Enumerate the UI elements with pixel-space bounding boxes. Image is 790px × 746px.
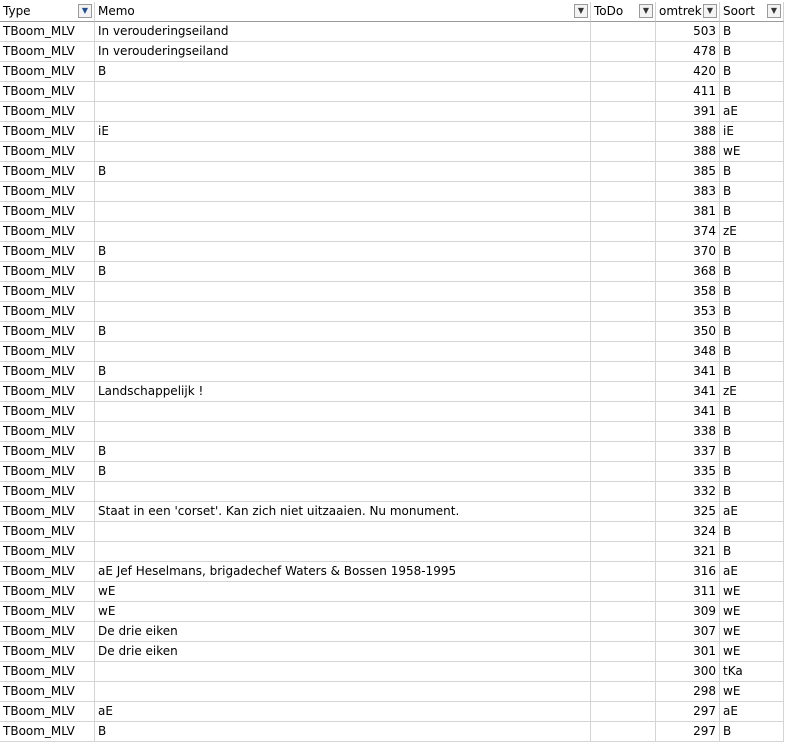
cell-todo[interactable] <box>591 142 656 162</box>
cell-todo[interactable] <box>591 562 656 582</box>
cell-memo[interactable]: De drie eiken <box>95 642 591 662</box>
cell-memo[interactable]: B <box>95 62 591 82</box>
cell-type[interactable]: TBoom_MLV <box>0 582 95 602</box>
cell-memo[interactable] <box>95 182 591 202</box>
cell-todo[interactable] <box>591 522 656 542</box>
cell-todo[interactable] <box>591 502 656 522</box>
cell-type[interactable]: TBoom_MLV <box>0 82 95 102</box>
cell-soort[interactable]: wE <box>720 142 784 162</box>
cell-todo[interactable] <box>591 242 656 262</box>
cell-type[interactable]: TBoom_MLV <box>0 442 95 462</box>
cell-memo[interactable] <box>95 402 591 422</box>
cell-memo[interactable] <box>95 142 591 162</box>
cell-memo[interactable] <box>95 302 591 322</box>
cell-type[interactable]: TBoom_MLV <box>0 302 95 322</box>
table-row <box>0 302 790 322</box>
table-row <box>0 422 790 442</box>
cell-todo[interactable] <box>591 102 656 122</box>
cell-soort[interactable]: B <box>720 262 784 282</box>
cell-memo[interactable] <box>95 342 591 362</box>
cell-omtrek[interactable]: 332 <box>656 482 720 502</box>
cell-memo[interactable]: B <box>95 722 591 742</box>
cell-omtrek[interactable]: 420 <box>656 62 720 82</box>
cell-type[interactable]: TBoom_MLV <box>0 322 95 342</box>
table-row <box>0 582 790 602</box>
cell-soort[interactable]: zE <box>720 222 784 242</box>
table-row <box>0 362 790 382</box>
table-row <box>0 42 790 62</box>
cell-todo[interactable] <box>591 222 656 242</box>
table-row <box>0 182 790 202</box>
table-row <box>0 622 790 642</box>
cell-omtrek[interactable]: 370 <box>656 242 720 262</box>
cell-omtrek[interactable]: 383 <box>656 182 720 202</box>
header-memo[interactable] <box>95 2 591 22</box>
cell-todo[interactable] <box>591 122 656 142</box>
cell-todo[interactable] <box>591 402 656 422</box>
cell-soort[interactable]: iE <box>720 122 784 142</box>
cell-memo[interactable] <box>95 222 591 242</box>
cell-todo[interactable] <box>591 702 656 722</box>
cell-type[interactable]: TBoom_MLV <box>0 102 95 122</box>
cell-memo[interactable] <box>95 282 591 302</box>
cell-type[interactable]: TBoom_MLV <box>0 422 95 442</box>
cell-soort[interactable]: B <box>720 302 784 322</box>
cell-todo[interactable] <box>591 662 656 682</box>
cell-memo[interactable]: B <box>95 162 591 182</box>
cell-omtrek[interactable]: 341 <box>656 382 720 402</box>
cell-omtrek[interactable]: 391 <box>656 102 720 122</box>
cell-soort[interactable]: wE <box>720 582 784 602</box>
table-row <box>0 682 790 702</box>
cell-type[interactable]: TBoom_MLV <box>0 462 95 482</box>
cell-type[interactable]: TBoom_MLV <box>0 222 95 242</box>
cell-todo[interactable] <box>591 302 656 322</box>
cell-omtrek[interactable]: 353 <box>656 302 720 322</box>
cell-memo[interactable]: wE <box>95 582 591 602</box>
cell-omtrek[interactable]: 411 <box>656 82 720 102</box>
cell-todo[interactable] <box>591 282 656 302</box>
cell-memo[interactable]: aE <box>95 702 591 722</box>
cell-soort[interactable]: aE <box>720 102 784 122</box>
header-omtrek-label: omtrek <box>659 4 702 18</box>
cell-type[interactable]: TBoom_MLV <box>0 702 95 722</box>
cell-soort[interactable]: wE <box>720 682 784 702</box>
filter-active-icon[interactable]: ▼ <box>78 4 92 18</box>
cell-omtrek[interactable]: 385 <box>656 162 720 182</box>
cell-omtrek[interactable]: 381 <box>656 202 720 222</box>
cell-todo[interactable] <box>591 582 656 602</box>
cell-soort[interactable]: B <box>720 322 784 342</box>
cell-todo[interactable] <box>591 22 656 42</box>
cell-type[interactable]: TBoom_MLV <box>0 662 95 682</box>
cell-omtrek[interactable]: 503 <box>656 22 720 42</box>
cell-omtrek[interactable]: 478 <box>656 42 720 62</box>
cell-todo[interactable] <box>591 262 656 282</box>
cell-memo[interactable] <box>95 102 591 122</box>
cell-soort[interactable]: B <box>720 162 784 182</box>
cell-type[interactable]: TBoom_MLV <box>0 22 95 42</box>
cell-todo[interactable] <box>591 382 656 402</box>
table-row <box>0 382 790 402</box>
table-row <box>0 82 790 102</box>
table-row <box>0 122 790 142</box>
cell-soort[interactable]: B <box>720 362 784 382</box>
cell-omtrek[interactable]: 311 <box>656 582 720 602</box>
cell-omtrek[interactable]: 388 <box>656 122 720 142</box>
cell-omtrek[interactable]: 341 <box>656 402 720 422</box>
cell-type[interactable]: TBoom_MLV <box>0 262 95 282</box>
cell-type[interactable]: TBoom_MLV <box>0 522 95 542</box>
cell-memo[interactable]: De drie eiken <box>95 622 591 642</box>
table-row <box>0 222 790 242</box>
cell-soort[interactable]: wE <box>720 602 784 622</box>
table-row <box>0 502 790 522</box>
cell-memo[interactable]: B <box>95 322 591 342</box>
cell-soort[interactable]: wE <box>720 622 784 642</box>
table-row <box>0 642 790 662</box>
header-type[interactable] <box>0 2 95 22</box>
cell-omtrek[interactable]: 325 <box>656 502 720 522</box>
cell-type[interactable]: TBoom_MLV <box>0 642 95 662</box>
cell-todo[interactable] <box>591 622 656 642</box>
cell-memo[interactable]: B <box>95 442 591 462</box>
cell-type[interactable]: TBoom_MLV <box>0 502 95 522</box>
header-omtrek[interactable] <box>656 2 720 22</box>
cell-memo[interactable] <box>95 522 591 542</box>
cell-todo[interactable] <box>591 462 656 482</box>
cell-memo[interactable] <box>95 82 591 102</box>
cell-soort[interactable]: B <box>720 522 784 542</box>
cell-memo[interactable] <box>95 542 591 562</box>
table-row <box>0 462 790 482</box>
cell-omtrek[interactable]: 338 <box>656 422 720 442</box>
cell-soort[interactable]: B <box>720 22 784 42</box>
cell-soort[interactable]: B <box>720 342 784 362</box>
cell-type[interactable]: TBoom_MLV <box>0 342 95 362</box>
table-row <box>0 322 790 342</box>
cell-soort[interactable]: B <box>720 442 784 462</box>
cell-memo[interactable] <box>95 682 591 702</box>
header-soort-label: Soort <box>723 4 755 18</box>
filter-dropdown-icon[interactable]: ▼ <box>574 4 588 18</box>
cell-todo[interactable] <box>591 682 656 702</box>
cell-soort[interactable]: B <box>720 482 784 502</box>
cell-type[interactable]: TBoom_MLV <box>0 602 95 622</box>
table-row <box>0 262 790 282</box>
cell-omtrek[interactable]: 301 <box>656 642 720 662</box>
cell-memo[interactable]: In verouderingseiland <box>95 22 591 42</box>
cell-todo[interactable] <box>591 642 656 662</box>
cell-todo[interactable] <box>591 42 656 62</box>
cell-memo[interactable]: B <box>95 242 591 262</box>
filter-dropdown-icon[interactable]: ▼ <box>703 4 717 18</box>
table-row <box>0 102 790 122</box>
cell-soort[interactable]: B <box>720 402 784 422</box>
cell-omtrek[interactable]: 307 <box>656 622 720 642</box>
cell-type[interactable]: TBoom_MLV <box>0 402 95 422</box>
cell-todo[interactable] <box>591 162 656 182</box>
cell-soort[interactable]: B <box>720 62 784 82</box>
table-row <box>0 562 790 582</box>
cell-soort[interactable]: B <box>720 542 784 562</box>
cell-omtrek[interactable]: 309 <box>656 602 720 622</box>
cell-omtrek[interactable]: 368 <box>656 262 720 282</box>
cell-memo[interactable]: B <box>95 462 591 482</box>
table-row <box>0 22 790 42</box>
cell-type[interactable]: TBoom_MLV <box>0 382 95 402</box>
filter-dropdown-icon[interactable]: ▼ <box>639 4 653 18</box>
cell-memo[interactable] <box>95 662 591 682</box>
table-row <box>0 702 790 722</box>
cell-omtrek[interactable]: 335 <box>656 462 720 482</box>
cell-type[interactable]: TBoom_MLV <box>0 622 95 642</box>
cell-omtrek[interactable]: 358 <box>656 282 720 302</box>
cell-soort[interactable]: wE <box>720 642 784 662</box>
cell-soort[interactable]: aE <box>720 702 784 722</box>
header-type-label: Type <box>3 4 31 18</box>
table-row <box>0 482 790 502</box>
table-row <box>0 202 790 222</box>
cell-type[interactable]: TBoom_MLV <box>0 542 95 562</box>
cell-todo[interactable] <box>591 422 656 442</box>
table-row <box>0 522 790 542</box>
table-row <box>0 162 790 182</box>
cell-soort[interactable]: B <box>720 282 784 302</box>
cell-type[interactable]: TBoom_MLV <box>0 182 95 202</box>
table-row <box>0 142 790 162</box>
cell-omtrek[interactable]: 316 <box>656 562 720 582</box>
cell-todo[interactable] <box>591 482 656 502</box>
cell-soort[interactable]: tKa <box>720 662 784 682</box>
cell-omtrek[interactable]: 374 <box>656 222 720 242</box>
table-row <box>0 242 790 262</box>
cell-type[interactable]: TBoom_MLV <box>0 282 95 302</box>
cell-omtrek[interactable]: 341 <box>656 362 720 382</box>
cell-type[interactable]: TBoom_MLV <box>0 62 95 82</box>
cell-type[interactable]: TBoom_MLV <box>0 362 95 382</box>
cell-todo[interactable] <box>591 82 656 102</box>
cell-soort[interactable]: zE <box>720 382 784 402</box>
filter-dropdown-icon[interactable]: ▼ <box>767 4 781 18</box>
cell-memo[interactable]: Landschappelijk ! <box>95 382 591 402</box>
cell-todo[interactable] <box>591 62 656 82</box>
cell-todo[interactable] <box>591 362 656 382</box>
cell-type[interactable]: TBoom_MLV <box>0 682 95 702</box>
cell-soort[interactable]: B <box>720 42 784 62</box>
cell-memo[interactable]: Staat in een 'corset'. Kan zich niet uitzaaien. Nu monument. <box>95 502 591 522</box>
cell-type[interactable]: TBoom_MLV <box>0 242 95 262</box>
cell-memo[interactable]: iE <box>95 122 591 142</box>
cell-memo[interactable] <box>95 482 591 502</box>
cell-type[interactable]: TBoom_MLV <box>0 562 95 582</box>
header-todo[interactable] <box>591 2 656 22</box>
cell-soort[interactable]: B <box>720 722 784 742</box>
cell-soort[interactable]: B <box>720 202 784 222</box>
table-row <box>0 402 790 422</box>
table-row <box>0 62 790 82</box>
cell-soort[interactable]: B <box>720 82 784 102</box>
table-row <box>0 342 790 362</box>
header-todo-label: ToDo <box>594 4 624 18</box>
cell-todo[interactable] <box>591 542 656 562</box>
header-memo-label: Memo <box>98 4 135 18</box>
table-row <box>0 542 790 562</box>
header-soort[interactable] <box>720 2 784 22</box>
cell-soort[interactable]: B <box>720 242 784 262</box>
cell-memo[interactable]: In verouderingseiland <box>95 42 591 62</box>
table-row <box>0 722 790 742</box>
cell-soort[interactable]: aE <box>720 502 784 522</box>
cell-omtrek[interactable]: 337 <box>656 442 720 462</box>
cell-omtrek[interactable]: 350 <box>656 322 720 342</box>
cell-memo[interactable] <box>95 202 591 222</box>
cell-todo[interactable] <box>591 322 656 342</box>
cell-memo[interactable]: B <box>95 362 591 382</box>
cell-type[interactable]: TBoom_MLV <box>0 122 95 142</box>
header-row <box>0 2 790 22</box>
cell-omtrek[interactable]: 297 <box>656 702 720 722</box>
cell-soort[interactable]: B <box>720 422 784 442</box>
cell-type[interactable]: TBoom_MLV <box>0 482 95 502</box>
cell-omtrek[interactable]: 300 <box>656 662 720 682</box>
cell-soort[interactable]: aE <box>720 562 784 582</box>
cell-type[interactable]: TBoom_MLV <box>0 42 95 62</box>
cell-omtrek[interactable]: 324 <box>656 522 720 542</box>
table-row <box>0 442 790 462</box>
cell-todo[interactable] <box>591 722 656 742</box>
table-row <box>0 602 790 622</box>
cell-todo[interactable] <box>591 182 656 202</box>
cell-type[interactable]: TBoom_MLV <box>0 722 95 742</box>
cell-omtrek[interactable]: 388 <box>656 142 720 162</box>
cell-todo[interactable] <box>591 602 656 622</box>
cell-type[interactable]: TBoom_MLV <box>0 202 95 222</box>
cell-soort[interactable]: B <box>720 462 784 482</box>
cell-omtrek[interactable]: 348 <box>656 342 720 362</box>
cell-todo[interactable] <box>591 342 656 362</box>
cell-todo[interactable] <box>591 202 656 222</box>
cell-type[interactable]: TBoom_MLV <box>0 142 95 162</box>
cell-omtrek[interactable]: 298 <box>656 682 720 702</box>
cell-memo[interactable]: aE Jef Heselmans, brigadechef Waters & Bossen 1958-1995 <box>95 562 591 582</box>
cell-memo[interactable]: B <box>95 262 591 282</box>
cell-omtrek[interactable]: 297 <box>656 722 720 742</box>
cell-soort[interactable]: B <box>720 182 784 202</box>
table-row <box>0 282 790 302</box>
table-row <box>0 662 790 682</box>
cell-type[interactable]: TBoom_MLV <box>0 162 95 182</box>
cell-todo[interactable] <box>591 442 656 462</box>
cell-memo[interactable] <box>95 422 591 442</box>
cell-memo[interactable]: wE <box>95 602 591 622</box>
cell-omtrek[interactable]: 321 <box>656 542 720 562</box>
